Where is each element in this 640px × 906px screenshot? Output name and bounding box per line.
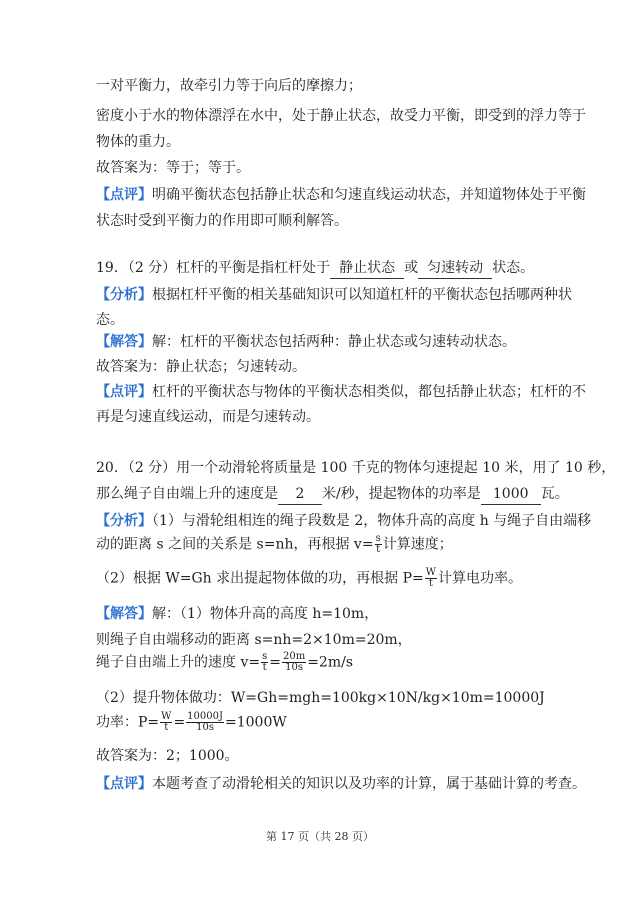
question-19: 19．（2 分）杠杆的平衡是指杠杆处于 静止状态 或 匀速转动 状态。 bbox=[96, 258, 534, 279]
fraction: $\frac{s}{t}$ bbox=[375, 533, 381, 555]
answer-blank: 匀速转动 bbox=[418, 258, 492, 279]
solution-line: 【解答】解：（1）物体升高的高度 h=10m， bbox=[96, 606, 379, 622]
fraction: $\frac{20m}{10s}$ bbox=[282, 651, 306, 673]
solution-tag: 【解答】 bbox=[96, 606, 152, 622]
analysis-line: 【分析】（1）与滑轮组相连的绳子段数是 2，物体升高的高度 h 与绳子自由端移 bbox=[96, 513, 592, 529]
question-20: 20．（2 分）用一个动滑轮将质量是 100 千克的物体匀速提起 10 米，用了 10 秒， bbox=[96, 460, 616, 476]
solution-line: 【解答】解：杠杆的平衡状态包括两种：静止状态或匀速转动状态。 bbox=[96, 334, 516, 350]
fraction: $\frac{W}{t}$ bbox=[425, 567, 437, 589]
comment-line: 【点评】杠杆的平衡状态与物体的平衡状态相类似，都包括静止状态；杠杆的不 bbox=[96, 384, 586, 400]
answer-blank: 1000 bbox=[481, 484, 541, 505]
comment-line: 【点评】本题考查了动滑轮相关的知识以及功率的计算，属于基础计算的考查。 bbox=[96, 776, 586, 792]
text-line: 密度小于水的物体漂浮在水中，处于静止状态，故受力平衡，即受到的浮力等于 bbox=[96, 108, 586, 124]
answer-line: 故答案为：静止状态；匀速转动。 bbox=[96, 359, 306, 375]
text-line: 功率：P= $\frac{W}{t}$ = $\frac{10000J}{10s}$ =1000W bbox=[96, 711, 287, 733]
text-line: 则绳子自由端移动的距离 s=nh=2×10m=20m， bbox=[96, 632, 412, 648]
answer-blank: 2 bbox=[278, 484, 322, 505]
text-line: 动的距离 s 之间的关系是 s=nh，再根据 v= $\frac{s}{t}$ 计算速度； bbox=[96, 533, 453, 555]
text-line: 一对平衡力，故牵引力等于向后的摩擦力； bbox=[96, 78, 362, 94]
analysis-tag: 【分析】 bbox=[96, 513, 152, 529]
fraction: $\frac{W}{t}$ bbox=[161, 711, 172, 733]
comment-tag: 【点评】 bbox=[96, 776, 152, 792]
text-line: 故答案为：等于；等于。 bbox=[96, 160, 250, 176]
text-line: （2）根据 W=Gh 求出提起物体做的功，再根据 P= $\frac{W}{t}$ 计算电功率。 bbox=[96, 567, 523, 589]
text-line: 物体的重力。 bbox=[96, 134, 180, 150]
text-line: 状态时受到平衡力的作用即可顺利解答。 bbox=[96, 213, 348, 229]
text-line: 绳子自由端上升的速度 v= $\frac{s}{t}$ = $\frac{20m}{10s}$ =2m/s bbox=[96, 651, 354, 673]
text-line: 态。 bbox=[96, 312, 124, 328]
analysis-line: 【分析】根据杠杆平衡的相关基础知识可以知道杠杆的平衡状态包括哪两种状 bbox=[96, 287, 572, 303]
page-footer: 第 17 页（共 28 页） bbox=[266, 830, 374, 843]
fraction: $\frac{10000J}{10s}$ bbox=[187, 711, 223, 733]
text-line: 再是匀速直线运动，而是匀速转动。 bbox=[96, 409, 320, 425]
answer-line: 故答案为：2；1000。 bbox=[96, 748, 239, 764]
answer-blank: 静止状态 bbox=[330, 258, 404, 279]
comment-tag: 【点评】 bbox=[96, 187, 152, 203]
text-line: 那么绳子自由端上升的速度是 2 米/秒，提起物体的功率是 1000 瓦。 bbox=[96, 484, 569, 505]
analysis-tag: 【分析】 bbox=[96, 287, 152, 303]
text-line: （2）提升物体做功：W=Gh=mgh=100kg×10N/kg×10m=10000J bbox=[96, 690, 545, 706]
solution-tag: 【解答】 bbox=[96, 334, 152, 350]
fraction: $\frac{s}{t}$ bbox=[262, 651, 268, 673]
comment-tag: 【点评】 bbox=[96, 384, 152, 400]
comment-line: 【点评】明确平衡状态包括静止状态和匀速直线运动状态，并知道物体处于平衡 bbox=[96, 187, 586, 203]
